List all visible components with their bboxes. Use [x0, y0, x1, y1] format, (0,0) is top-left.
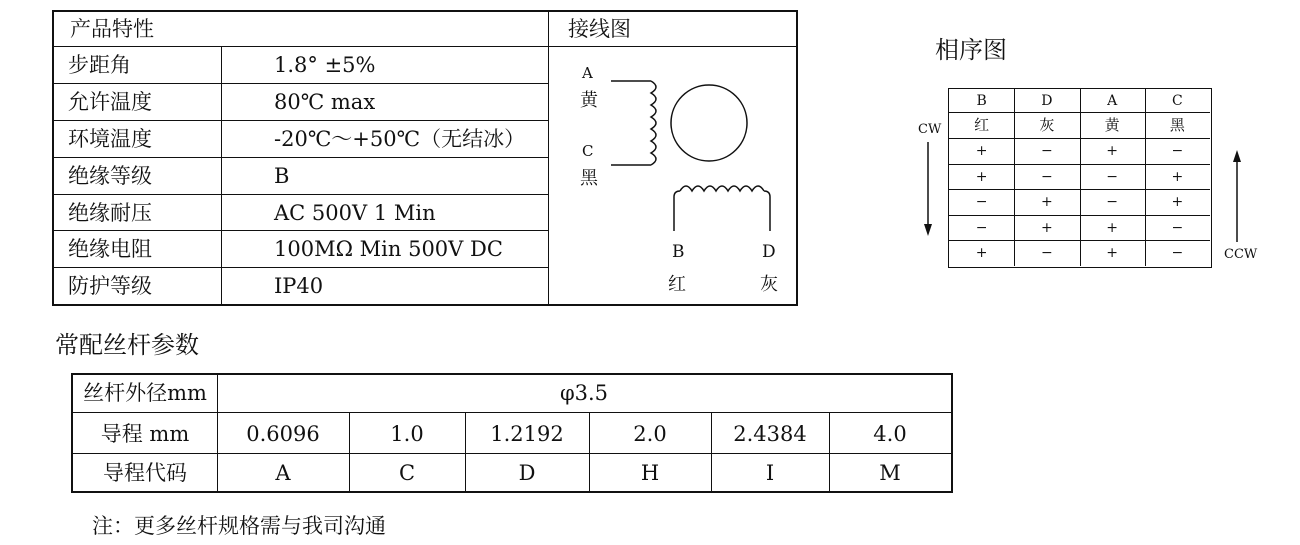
- lead-value: 2.4384: [733, 422, 807, 446]
- phase-sign-cell: −: [1106, 194, 1118, 211]
- wire-label-d: D: [762, 242, 776, 262]
- coil-b-d: [674, 186, 770, 231]
- screw-parameters-table: [71, 373, 953, 493]
- phase-sign-cell: −: [1171, 143, 1184, 159]
- wire-label-b: B: [672, 242, 685, 262]
- wiring-header-label: 接线图: [568, 17, 631, 41]
- code-value: I: [765, 461, 775, 485]
- lead-value: 1.0: [390, 422, 424, 446]
- phase-sign-cell: −: [1106, 168, 1118, 185]
- wire-label-c: C: [582, 142, 594, 160]
- lead-value: 4.0: [873, 422, 907, 446]
- ccw-label: CCW: [1224, 247, 1258, 262]
- wire-label-a: A: [582, 64, 593, 82]
- phase-sign-cell: +: [1106, 143, 1118, 159]
- row-label-insulation-class: 绝缘等级: [68, 164, 152, 188]
- cw-arrow-icon: [920, 140, 936, 240]
- phase-color-cell: 灰: [1039, 116, 1055, 134]
- lead-value: 0.6096: [246, 422, 320, 446]
- phase-sign-cell: +: [1041, 219, 1053, 236]
- coil-a-c: [611, 81, 656, 165]
- row-value-ambient-temp: -20℃～+50℃（无结冰）: [274, 127, 526, 151]
- product-characteristics-table: [52, 10, 798, 306]
- code-value: M: [879, 461, 901, 485]
- phase-sequence-table: [948, 88, 1212, 268]
- phase-header-cell: A: [1107, 93, 1118, 109]
- row-value-insulation-resistance: 100MΩ Min 500V DC: [274, 237, 503, 261]
- phase-sign-cell: +: [1041, 194, 1053, 211]
- footnote: 注：更多丝杆规格需与我司沟通: [92, 514, 386, 538]
- row-divider: [73, 412, 951, 413]
- row-value-insulation-class: B: [274, 164, 290, 188]
- row-divider: [54, 157, 548, 158]
- cw-label: CW: [918, 122, 942, 137]
- code-value: C: [398, 461, 416, 485]
- phase-sign-cell: +: [1106, 245, 1118, 262]
- phase-sign-cell: +: [1171, 168, 1184, 185]
- phase-sign-cell: +: [1106, 219, 1118, 236]
- row-label-allowed-temp: 允许温度: [68, 90, 152, 114]
- row-value-step-angle: 1.8° ±5%: [274, 53, 376, 77]
- wire-color-a: 黄: [580, 90, 598, 111]
- phase-header-cell: B: [976, 93, 987, 109]
- row-label-ambient-temp: 环境温度: [68, 127, 152, 151]
- screw-section-title: 常配丝杆参数: [55, 331, 199, 359]
- col-divider: [221, 46, 222, 304]
- row-value-protection-class: IP40: [274, 274, 324, 298]
- row-label-protection-class: 防护等级: [68, 274, 152, 298]
- code-value: D: [518, 461, 536, 485]
- wire-color-d: 灰: [760, 274, 778, 295]
- row-divider: [54, 46, 548, 47]
- diameter-label: 丝杆外径mm: [83, 381, 207, 405]
- row-divider: [54, 194, 548, 195]
- ccw-arrow-icon: [1229, 148, 1245, 244]
- phase-sign-cell: +: [975, 143, 988, 159]
- row-divider: [54, 83, 548, 84]
- row-divider: [54, 267, 548, 268]
- phase-sign-cell: −: [1171, 245, 1184, 262]
- phase-sign-cell: −: [1041, 245, 1053, 262]
- phase-sign-cell: +: [1171, 194, 1184, 211]
- row-label-step-angle: 步距角: [68, 53, 131, 77]
- lead-value: 2.0: [633, 422, 667, 446]
- code-label: 导程代码: [103, 461, 187, 485]
- phase-sign-cell: −: [1041, 143, 1053, 159]
- phase-header-cell: C: [1172, 93, 1183, 109]
- code-value: H: [640, 461, 660, 485]
- lead-value: 1.2192: [490, 422, 564, 446]
- row-divider: [54, 230, 548, 231]
- phase-color-cell: 黄: [1104, 116, 1120, 134]
- row-value-allowed-temp: 80℃ max: [274, 90, 376, 114]
- wire-color-b: 红: [668, 274, 686, 295]
- phase-sign-cell: −: [1171, 219, 1184, 236]
- wire-color-c: 黑: [580, 168, 598, 189]
- row-divider: [73, 453, 951, 454]
- phase-sign-cell: +: [975, 245, 988, 262]
- row-value-dielectric-strength: AC 500V 1 Min: [274, 201, 436, 225]
- row-divider: [54, 120, 548, 121]
- phase-sign-cell: −: [1041, 168, 1053, 185]
- rotor-circle: [671, 85, 747, 161]
- code-value: A: [275, 461, 291, 485]
- phase-sign-cell: +: [975, 168, 988, 185]
- phase-header-cell: D: [1041, 93, 1053, 109]
- phase-color-cell: 红: [974, 116, 990, 134]
- phase-color-cell: 黑: [1169, 116, 1185, 134]
- product-header-label: 产品特性: [70, 17, 154, 41]
- lead-label: 导程 mm: [100, 422, 190, 446]
- phase-sign-cell: −: [975, 219, 988, 236]
- diameter-value: φ3.5: [559, 381, 609, 405]
- row-label-insulation-resistance: 绝缘电阻: [68, 237, 152, 261]
- row-label-dielectric-strength: 绝缘耐压: [68, 201, 152, 225]
- phase-title: 相序图: [935, 36, 1007, 64]
- phase-sign-cell: −: [975, 194, 988, 211]
